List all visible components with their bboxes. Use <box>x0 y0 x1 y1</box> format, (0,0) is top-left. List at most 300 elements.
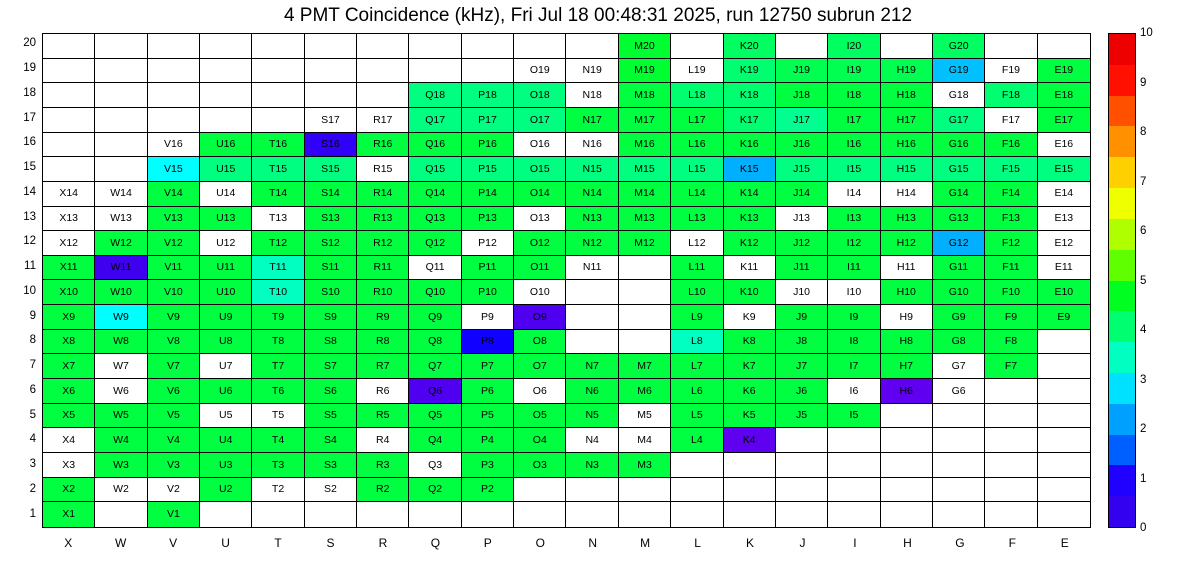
heatmap-cell-S12: S12 <box>305 231 357 256</box>
heatmap-cell-T5: T5 <box>252 404 304 429</box>
heatmap-cell-empty <box>985 34 1037 59</box>
heatmap-cell-S16: S16 <box>305 133 357 158</box>
heatmap-cell-R4: R4 <box>357 428 409 453</box>
heatmap-cell-empty <box>671 502 723 527</box>
heatmap-cell-O14: O14 <box>514 182 566 207</box>
heatmap-cell-empty <box>305 83 357 108</box>
heatmap-cell-empty <box>95 34 147 59</box>
heatmap-cell-empty <box>828 428 880 453</box>
heatmap-cell-G8: G8 <box>933 330 985 355</box>
heatmap-cell-R7: R7 <box>357 354 409 379</box>
heatmap-cell-S6: S6 <box>305 379 357 404</box>
heatmap-cell-U5: U5 <box>200 404 252 429</box>
heatmap-cell-O9: O9 <box>514 305 566 330</box>
heatmap-cell-P2: P2 <box>462 478 514 503</box>
heatmap-cell-P5: P5 <box>462 404 514 429</box>
heatmap-cell-empty <box>776 34 828 59</box>
heatmap-cell-N4: N4 <box>566 428 618 453</box>
heatmap-cell-P8: P8 <box>462 330 514 355</box>
heatmap-cell-F18: F18 <box>985 83 1037 108</box>
heatmap-cell-V14: V14 <box>148 182 200 207</box>
heatmap-cell-K12: K12 <box>724 231 776 256</box>
heatmap-cell-V4: V4 <box>148 428 200 453</box>
heatmap-cell-empty <box>933 404 985 429</box>
heatmap-cell-J5: J5 <box>776 404 828 429</box>
heatmap-cell-T13: T13 <box>252 207 304 232</box>
heatmap-cell-E14: E14 <box>1038 182 1090 207</box>
colorbar-segment <box>1109 157 1135 188</box>
heatmap-cell-T10: T10 <box>252 280 304 305</box>
heatmap-cell-empty <box>409 34 461 59</box>
heatmap-cell-Q3: Q3 <box>409 453 461 478</box>
heatmap-cell-F13: F13 <box>985 207 1037 232</box>
heatmap-cell-O6: O6 <box>514 379 566 404</box>
heatmap-cell-W12: W12 <box>95 231 147 256</box>
heatmap-cell-V9: V9 <box>148 305 200 330</box>
heatmap-cell-empty <box>305 59 357 84</box>
heatmap-cell-U6: U6 <box>200 379 252 404</box>
heatmap-cell-O19: O19 <box>514 59 566 84</box>
heatmap-cell-K7: K7 <box>724 354 776 379</box>
heatmap-cell-T3: T3 <box>252 453 304 478</box>
heatmap-cell-empty <box>357 59 409 84</box>
heatmap-cell-empty <box>566 478 618 503</box>
x-tick-label: W <box>115 536 127 550</box>
heatmap-cell-K14: K14 <box>724 182 776 207</box>
heatmap-cell-L17: L17 <box>671 108 723 133</box>
heatmap-cell-R3: R3 <box>357 453 409 478</box>
heatmap-cell-R8: R8 <box>357 330 409 355</box>
heatmap-cell-Q11: Q11 <box>409 256 461 281</box>
heatmap-cell-Q10: Q10 <box>409 280 461 305</box>
heatmap-cell-K20: K20 <box>724 34 776 59</box>
heatmap-cell-J12: J12 <box>776 231 828 256</box>
heatmap-cell-E11: E11 <box>1038 256 1090 281</box>
heatmap-cell-Q15: Q15 <box>409 157 461 182</box>
heatmap-cell-P6: P6 <box>462 379 514 404</box>
heatmap-cell-V11: V11 <box>148 256 200 281</box>
heatmap-cell-F16: F16 <box>985 133 1037 158</box>
heatmap-cell-P3: P3 <box>462 453 514 478</box>
heatmap-cell-J11: J11 <box>776 256 828 281</box>
heatmap-cell-G16: G16 <box>933 133 985 158</box>
heatmap-cell-N17: N17 <box>566 108 618 133</box>
heatmap-cell-M15: M15 <box>619 157 671 182</box>
x-tick-label: F <box>1008 536 1016 550</box>
heatmap-cell-empty <box>828 502 880 527</box>
heatmap-cell-J9: J9 <box>776 305 828 330</box>
heatmap-cell-empty <box>43 133 95 158</box>
x-tick-label: O <box>535 536 545 550</box>
heatmap-cell-F12: F12 <box>985 231 1037 256</box>
heatmap-cell-U13: U13 <box>200 207 252 232</box>
heatmap-cell-V16: V16 <box>148 133 200 158</box>
colorbar-segment <box>1109 496 1135 527</box>
heatmap-cell-J16: J16 <box>776 133 828 158</box>
heatmap-cell-I8: I8 <box>828 330 880 355</box>
heatmap-cell-H17: H17 <box>881 108 933 133</box>
heatmap-cell-L8: L8 <box>671 330 723 355</box>
heatmap-cell-T16: T16 <box>252 133 304 158</box>
heatmap-cell-I11: I11 <box>828 256 880 281</box>
heatmap-cell-W8: W8 <box>95 330 147 355</box>
heatmap-cell-empty <box>148 59 200 84</box>
heatmap-cell-F11: F11 <box>985 256 1037 281</box>
colorbar <box>1108 33 1136 528</box>
x-tick-label: M <box>640 536 651 550</box>
heatmap-cell-P9: P9 <box>462 305 514 330</box>
heatmap-cell-empty <box>619 305 671 330</box>
heatmap-cell-N3: N3 <box>566 453 618 478</box>
x-tick-label: G <box>955 536 965 550</box>
heatmap-cell-L10: L10 <box>671 280 723 305</box>
heatmap-cell-E13: E13 <box>1038 207 1090 232</box>
heatmap-cell-V6: V6 <box>148 379 200 404</box>
heatmap-cell-H14: H14 <box>881 182 933 207</box>
colorbar-tick-label: 10 <box>1140 27 1153 39</box>
heatmap-cell-O3: O3 <box>514 453 566 478</box>
heatmap-cell-K6: K6 <box>724 379 776 404</box>
heatmap-cell-W14: W14 <box>95 182 147 207</box>
heatmap-cell-F14: F14 <box>985 182 1037 207</box>
heatmap-cell-P7: P7 <box>462 354 514 379</box>
heatmap-cell-empty <box>776 453 828 478</box>
y-tick-label: 11 <box>24 260 36 273</box>
heatmap-cell-empty <box>985 502 1037 527</box>
heatmap-cell-empty <box>95 133 147 158</box>
heatmap-cell-S10: S10 <box>305 280 357 305</box>
heatmap-cell-Q7: Q7 <box>409 354 461 379</box>
colorbar-tick-label: 9 <box>1140 76 1147 89</box>
heatmap-cell-Q4: Q4 <box>409 428 461 453</box>
x-tick-label: V <box>169 536 178 550</box>
heatmap-cell-Q8: Q8 <box>409 330 461 355</box>
heatmap-cell-L7: L7 <box>671 354 723 379</box>
heatmap-cell-R10: R10 <box>357 280 409 305</box>
heatmap-cell-empty <box>724 453 776 478</box>
heatmap-cell-H11: H11 <box>881 256 933 281</box>
heatmap-cell-S5: S5 <box>305 404 357 429</box>
heatmap-cell-I7: I7 <box>828 354 880 379</box>
heatmap-cell-empty <box>148 83 200 108</box>
heatmap-cell-P10: P10 <box>462 280 514 305</box>
heatmap-cell-F8: F8 <box>985 330 1037 355</box>
heatmap-cell-V1: V1 <box>148 502 200 527</box>
heatmap-cell-K19: K19 <box>724 59 776 84</box>
x-tick-label: Q <box>430 536 441 550</box>
heatmap-cell-Q12: Q12 <box>409 231 461 256</box>
heatmap-cell-U11: U11 <box>200 256 252 281</box>
heatmap-cell-H18: H18 <box>881 83 933 108</box>
heatmap-cell-G6: G6 <box>933 379 985 404</box>
heatmap-cell-empty <box>566 330 618 355</box>
heatmap-cell-K10: K10 <box>724 280 776 305</box>
y-tick-label: 7 <box>29 359 36 372</box>
heatmap-cell-O4: O4 <box>514 428 566 453</box>
heatmap-cell-empty <box>1038 428 1090 453</box>
heatmap-cell-empty <box>566 305 618 330</box>
heatmap-cell-N19: N19 <box>566 59 618 84</box>
y-tick-label: 14 <box>23 185 36 198</box>
heatmap-cell-G14: G14 <box>933 182 985 207</box>
heatmap-cell-M20: M20 <box>619 34 671 59</box>
heatmap-cell-N12: N12 <box>566 231 618 256</box>
heatmap-cell-G20: G20 <box>933 34 985 59</box>
heatmap-cell-V3: V3 <box>148 453 200 478</box>
heatmap-cell-J8: J8 <box>776 330 828 355</box>
heatmap-cell-L6: L6 <box>671 379 723 404</box>
heatmap-cell-empty <box>252 83 304 108</box>
heatmap-cell-U4: U4 <box>200 428 252 453</box>
heatmap-cell-H7: H7 <box>881 354 933 379</box>
heatmap-cell-empty <box>514 34 566 59</box>
heatmap-cell-R12: R12 <box>357 231 409 256</box>
heatmap-cell-J7: J7 <box>776 354 828 379</box>
heatmap-cell-empty <box>357 34 409 59</box>
heatmap-cell-H12: H12 <box>881 231 933 256</box>
heatmap-cell-W13: W13 <box>95 207 147 232</box>
heatmap-cell-empty <box>828 478 880 503</box>
heatmap-cell-empty <box>881 478 933 503</box>
heatmap-cell-empty <box>252 59 304 84</box>
heatmap-cell-G18: G18 <box>933 83 985 108</box>
heatmap-cell-empty <box>200 34 252 59</box>
heatmap-cell-I19: I19 <box>828 59 880 84</box>
heatmap-cell-W6: W6 <box>95 379 147 404</box>
heatmap-cell-H16: H16 <box>881 133 933 158</box>
heatmap-cell-empty <box>357 83 409 108</box>
heatmap-cell-F7: F7 <box>985 354 1037 379</box>
heatmap-cell-L14: L14 <box>671 182 723 207</box>
heatmap-cell-P16: P16 <box>462 133 514 158</box>
heatmap-cell-U8: U8 <box>200 330 252 355</box>
heatmap-cell-empty <box>933 453 985 478</box>
heatmap-cell-N14: N14 <box>566 182 618 207</box>
colorbar-segment <box>1109 34 1135 65</box>
heatmap-cell-empty <box>252 34 304 59</box>
heatmap-cell-H9: H9 <box>881 305 933 330</box>
y-tick-label: 5 <box>29 408 36 421</box>
heatmap-cell-M4: M4 <box>619 428 671 453</box>
heatmap-cell-S7: S7 <box>305 354 357 379</box>
heatmap-cell-I14: I14 <box>828 182 880 207</box>
heatmap-cell-H13: H13 <box>881 207 933 232</box>
heatmap-cell-empty <box>985 478 1037 503</box>
heatmap-cell-Q13: Q13 <box>409 207 461 232</box>
heatmap-cell-J18: J18 <box>776 83 828 108</box>
heatmap-cell-K17: K17 <box>724 108 776 133</box>
heatmap-cell-U12: U12 <box>200 231 252 256</box>
heatmap-cell-empty <box>619 478 671 503</box>
y-tick-label: 3 <box>29 458 36 471</box>
heatmap-cell-empty <box>619 330 671 355</box>
heatmap-cell-P12: P12 <box>462 231 514 256</box>
heatmap-cell-L16: L16 <box>671 133 723 158</box>
heatmap-cell-I20: I20 <box>828 34 880 59</box>
heatmap-cell-W10: W10 <box>95 280 147 305</box>
heatmap-cell-S2: S2 <box>305 478 357 503</box>
heatmap-cell-R9: R9 <box>357 305 409 330</box>
heatmap-cell-S13: S13 <box>305 207 357 232</box>
heatmap-cell-I18: I18 <box>828 83 880 108</box>
heatmap-cell-T9: T9 <box>252 305 304 330</box>
heatmap-cell-empty <box>933 502 985 527</box>
colorbar-tick-label: 3 <box>1140 373 1147 386</box>
heatmap-cell-Q17: Q17 <box>409 108 461 133</box>
heatmap-cell-F19: F19 <box>985 59 1037 84</box>
heatmap-cell-S11: S11 <box>305 256 357 281</box>
heatmap-cell-N13: N13 <box>566 207 618 232</box>
heatmap-cell-W11: W11 <box>95 256 147 281</box>
heatmap-cell-O12: O12 <box>514 231 566 256</box>
heatmap-cell-R11: R11 <box>357 256 409 281</box>
colorbar-tick-label: 7 <box>1140 175 1147 188</box>
colorbar-segment <box>1109 281 1135 312</box>
heatmap-cell-I6: I6 <box>828 379 880 404</box>
heatmap-cell-M7: M7 <box>619 354 671 379</box>
heatmap-cell-empty <box>43 34 95 59</box>
heatmap-cell-O10: O10 <box>514 280 566 305</box>
heatmap-cell-empty <box>619 502 671 527</box>
heatmap-cell-E10: E10 <box>1038 280 1090 305</box>
heatmap-cell-X14: X14 <box>43 182 95 207</box>
colorbar-tick-label: 1 <box>1140 472 1147 485</box>
heatmap-cell-V12: V12 <box>148 231 200 256</box>
heatmap-cell-empty <box>95 83 147 108</box>
heatmap-cell-empty <box>43 157 95 182</box>
x-tick-label: I <box>853 536 857 550</box>
heatmap-cell-U2: U2 <box>200 478 252 503</box>
heatmap-cell-M6: M6 <box>619 379 671 404</box>
heatmap-cell-X11: X11 <box>43 256 95 281</box>
heatmap-cell-M17: M17 <box>619 108 671 133</box>
colorbar-tick-label: 4 <box>1140 324 1147 336</box>
heatmap-cell-R2: R2 <box>357 478 409 503</box>
heatmap-cell-W2: W2 <box>95 478 147 503</box>
heatmap-cell-I17: I17 <box>828 108 880 133</box>
heatmap-cell-L19: L19 <box>671 59 723 84</box>
heatmap-cell-W7: W7 <box>95 354 147 379</box>
heatmap-cell-empty <box>357 502 409 527</box>
heatmap-cell-E16: E16 <box>1038 133 1090 158</box>
heatmap-cell-T6: T6 <box>252 379 304 404</box>
heatmap-cell-U14: U14 <box>200 182 252 207</box>
heatmap-cell-empty <box>200 108 252 133</box>
heatmap-cell-V2: V2 <box>148 478 200 503</box>
colorbar-segment <box>1109 250 1135 281</box>
heatmap-cell-G15: G15 <box>933 157 985 182</box>
heatmap-cell-E17: E17 <box>1038 108 1090 133</box>
heatmap-cell-empty <box>148 34 200 59</box>
heatmap-cell-F17: F17 <box>985 108 1037 133</box>
x-tick-label: P <box>483 536 492 550</box>
heatmap-plot-area <box>42 33 1091 528</box>
heatmap-cell-G7: G7 <box>933 354 985 379</box>
x-tick-label: H <box>903 536 912 550</box>
heatmap-cell-N5: N5 <box>566 404 618 429</box>
heatmap-cell-T14: T14 <box>252 182 304 207</box>
heatmap-cell-K15: K15 <box>724 157 776 182</box>
y-tick-label: 19 <box>23 62 36 75</box>
heatmap-cell-L15: L15 <box>671 157 723 182</box>
heatmap-cell-M12: M12 <box>619 231 671 256</box>
colorbar-segment <box>1109 342 1135 373</box>
y-tick-label: 8 <box>29 334 36 347</box>
heatmap-cell-Q6: Q6 <box>409 379 461 404</box>
heatmap-cell-W4: W4 <box>95 428 147 453</box>
heatmap-cell-L13: L13 <box>671 207 723 232</box>
x-tick-label: U <box>221 536 230 550</box>
heatmap-cell-empty <box>252 108 304 133</box>
heatmap-cell-I9: I9 <box>828 305 880 330</box>
heatmap-cell-Q5: Q5 <box>409 404 461 429</box>
heatmap-cell-T2: T2 <box>252 478 304 503</box>
heatmap-cell-empty <box>1038 453 1090 478</box>
heatmap-cell-I10: I10 <box>828 280 880 305</box>
heatmap-cell-X7: X7 <box>43 354 95 379</box>
heatmap-cell-empty <box>985 428 1037 453</box>
heatmap-cell-Q16: Q16 <box>409 133 461 158</box>
heatmap-cell-P15: P15 <box>462 157 514 182</box>
y-tick-label: 6 <box>29 383 36 396</box>
heatmap-cell-empty <box>1038 478 1090 503</box>
y-tick-label: 15 <box>23 161 36 174</box>
heatmap-cell-O18: O18 <box>514 83 566 108</box>
heatmap-cell-M14: M14 <box>619 182 671 207</box>
heatmap-cell-U9: U9 <box>200 305 252 330</box>
heatmap-cell-O13: O13 <box>514 207 566 232</box>
heatmap-cell-V8: V8 <box>148 330 200 355</box>
heatmap-cell-X4: X4 <box>43 428 95 453</box>
heatmap-cell-F9: F9 <box>985 305 1037 330</box>
heatmap-cell-I12: I12 <box>828 231 880 256</box>
y-tick-label: 16 <box>23 136 36 149</box>
heatmap-cell-I5: I5 <box>828 404 880 429</box>
heatmap-grid <box>43 34 1090 527</box>
heatmap-cell-empty <box>776 428 828 453</box>
heatmap-cell-T12: T12 <box>252 231 304 256</box>
heatmap-cell-K13: K13 <box>724 207 776 232</box>
heatmap-cell-U16: U16 <box>200 133 252 158</box>
heatmap-cell-X8: X8 <box>43 330 95 355</box>
heatmap-cell-K18: K18 <box>724 83 776 108</box>
heatmap-cell-X3: X3 <box>43 453 95 478</box>
y-tick-label: 13 <box>23 210 36 223</box>
heatmap-cell-E18: E18 <box>1038 83 1090 108</box>
heatmap-cell-M16: M16 <box>619 133 671 158</box>
heatmap-cell-E12: E12 <box>1038 231 1090 256</box>
heatmap-cell-empty <box>566 280 618 305</box>
heatmap-cell-F15: F15 <box>985 157 1037 182</box>
y-tick-label: 18 <box>23 86 36 99</box>
heatmap-cell-S9: S9 <box>305 305 357 330</box>
y-tick-label: 9 <box>29 309 36 322</box>
heatmap-cell-I13: I13 <box>828 207 880 232</box>
heatmap-cell-empty <box>95 502 147 527</box>
heatmap-cell-K5: K5 <box>724 404 776 429</box>
heatmap-cell-S4: S4 <box>305 428 357 453</box>
heatmap-cell-G19: G19 <box>933 59 985 84</box>
heatmap-cell-K11: K11 <box>724 256 776 281</box>
heatmap-cell-P4: P4 <box>462 428 514 453</box>
heatmap-cell-empty <box>933 428 985 453</box>
heatmap-cell-empty <box>671 34 723 59</box>
heatmap-cell-G13: G13 <box>933 207 985 232</box>
heatmap-cell-W5: W5 <box>95 404 147 429</box>
heatmap-cell-H6: H6 <box>881 379 933 404</box>
heatmap-cell-X13: X13 <box>43 207 95 232</box>
heatmap-cell-M19: M19 <box>619 59 671 84</box>
